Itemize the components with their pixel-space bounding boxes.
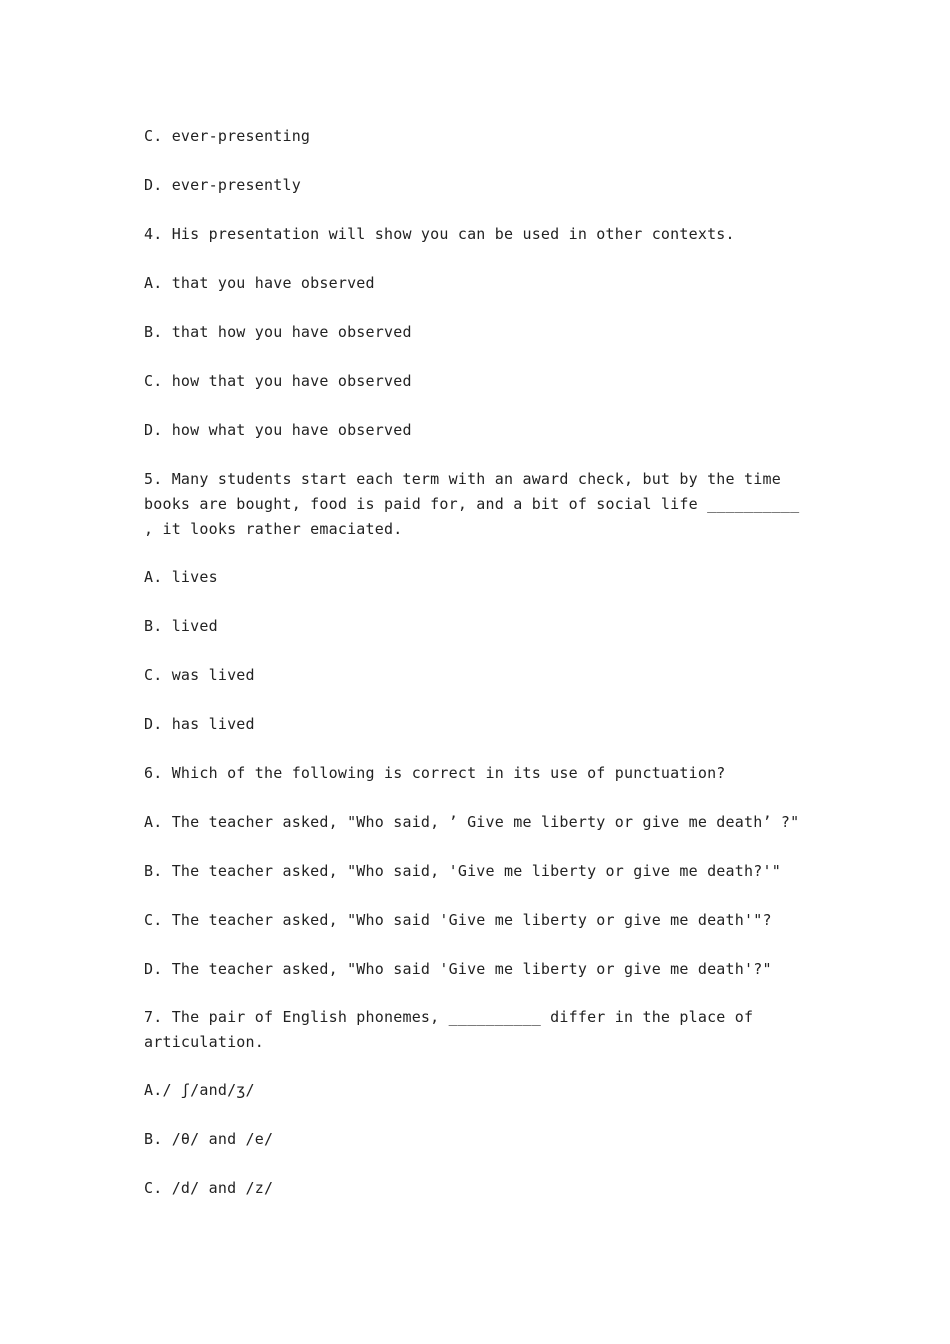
option-c-q5: C. was lived (144, 666, 255, 684)
option-a-q5: A. lives (144, 568, 218, 586)
question-5: 5. Many students start each term with an award check, but by the time books are bought, food is paid for, and a bit of social life __________ , it looks rather emaciated. (144, 470, 809, 538)
option-a-q7: A./ ʃ/and/ʒ/ (144, 1081, 255, 1099)
option-d-q6: D. The teacher asked, "Who said 'Give me liberty or give me death'?" (144, 960, 772, 978)
option-a-q4: A. that you have observed (144, 274, 375, 292)
option-b-q7: B. /θ/ and /e/ (144, 1130, 274, 1148)
question-7: 7. The pair of English phonemes, __________ differ in the place of articulation. (144, 1008, 763, 1051)
option-b-q6: B. The teacher asked, "Who said, 'Give me liberty or give me death?'" (144, 862, 781, 880)
option-c-q3: C. ever-presenting (144, 127, 311, 145)
option-a-q6: A. The teacher asked, "Who said, ’ Give me liberty or give me death’ ?" (144, 813, 800, 831)
question-4: 4. His presentation will show you can be used in other contexts. (144, 225, 735, 243)
option-d-q3: D. ever-presently (144, 176, 301, 194)
option-c-q7: C. /d/ and /z/ (144, 1179, 274, 1197)
question-6: 6. Which of the following is correct in its use of punctuation? (144, 764, 726, 782)
option-b-q4: B. that how you have observed (144, 323, 412, 341)
option-d-q4: D. how what you have observed (144, 421, 412, 439)
option-b-q5: B. lived (144, 617, 218, 635)
option-d-q5: D. has lived (144, 715, 255, 733)
option-c-q4: C. how that you have observed (144, 372, 412, 390)
option-c-q6: C. The teacher asked, "Who said 'Give me liberty or give me death'"? (144, 911, 772, 929)
